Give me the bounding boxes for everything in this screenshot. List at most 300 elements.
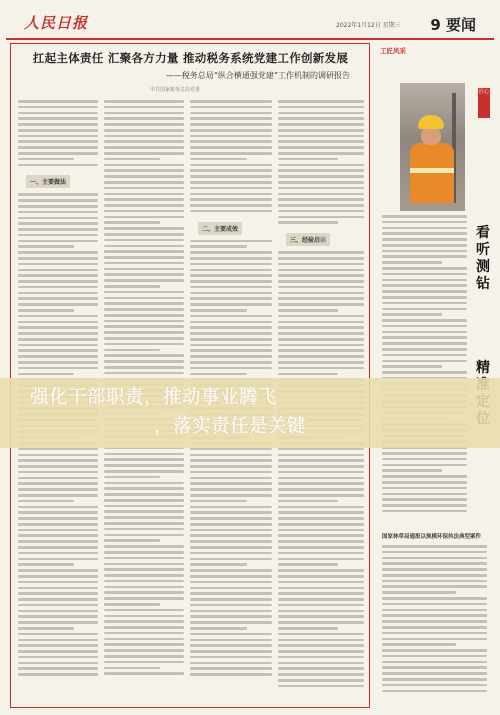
text-line [18,135,98,138]
text-line [382,574,487,577]
text-line [278,309,338,312]
text-line [18,639,98,642]
text-line [382,452,467,455]
text-line [18,587,98,590]
text-line [382,672,487,675]
text-line [104,221,160,224]
text-line [18,465,98,468]
text-line [104,158,160,161]
text-line [190,269,272,272]
text-line [104,586,184,589]
text-line [18,234,98,237]
text-line [278,592,364,595]
text-line [18,228,98,231]
reflective-stripe-shape [410,168,454,173]
text-line [190,488,272,491]
text-line [104,331,184,334]
text-line [382,568,487,571]
text-line [104,522,184,525]
text-line [18,494,98,497]
text-line [104,117,184,120]
section-heading: 一、主要做法 [26,175,70,188]
text-line [278,615,364,618]
text-line [18,321,98,324]
text-line [382,273,467,276]
text-line [104,482,184,485]
text-line [278,117,364,120]
text-line [104,487,184,490]
text-line [278,569,364,572]
article-headline: 扛起主体责任 汇聚各方力量 推动税务系统党建工作创新发展 [32,51,349,65]
text-line [18,286,98,289]
text-line [382,255,467,258]
text-line [382,308,467,311]
text-line [382,487,467,490]
sidebar-tag: 匠心 [478,88,490,118]
text-line [190,361,272,364]
text-line [278,546,364,549]
text-line [190,164,272,167]
text-line [190,534,272,537]
text-line [278,540,364,543]
text-line [278,448,364,451]
text-line [18,627,74,630]
text-line [382,284,467,287]
text-line [18,656,98,659]
text-line [18,523,98,526]
text-line [278,164,364,167]
text-line [382,296,467,299]
text-line [382,638,487,641]
text-line [382,250,467,253]
text-line [278,106,364,109]
text-line [278,627,338,630]
text-line [190,610,272,613]
text-line [18,563,74,566]
text-line [278,662,364,665]
text-line [382,585,487,588]
text-line [278,482,364,485]
text-line [18,292,98,295]
text-line [278,303,364,306]
text-line [104,181,184,184]
text-line [382,591,456,594]
text-line [190,627,247,630]
text-line [278,344,364,347]
text-line [104,297,184,300]
text-line [18,123,98,126]
text-line [190,592,272,595]
text-line [18,667,98,670]
text-line [104,245,184,248]
text-line [18,240,98,243]
text-line [190,373,247,376]
text-line [278,140,364,143]
worker-face-shape [421,127,441,145]
text-line [18,534,98,537]
text-line [382,261,442,264]
text-line [190,309,247,312]
text-line [18,615,98,618]
text-line [278,332,364,335]
text-line [104,620,184,623]
text-line [190,355,272,358]
text-line [190,587,272,590]
text-line [18,274,98,277]
text-line [382,661,487,664]
text-line [278,158,338,161]
text-line [382,313,442,316]
text-line [104,198,184,201]
text-line [104,152,184,155]
text-line [278,563,338,566]
text-line [382,609,487,612]
text-line [382,643,456,646]
text-line [104,470,184,473]
text-line [18,477,98,480]
text-line [190,210,272,213]
text-line [104,325,184,328]
text-line [382,498,467,501]
text-line [278,679,364,682]
text-line [278,292,364,295]
text-line [278,500,338,503]
text-line [278,269,364,272]
text-line [382,267,467,270]
text-line [104,193,184,196]
text-line [18,269,98,272]
text-line [278,581,364,584]
text-line [104,291,184,294]
text-line [190,146,272,149]
text-line [18,488,98,491]
text-line [104,476,160,479]
text-line [190,193,272,196]
text-line [190,581,272,584]
text-line [104,545,184,548]
text-line [18,297,98,300]
text-line [104,510,184,513]
text-line [382,342,467,345]
sidebar-vertical-title-2: 精 [476,360,490,376]
text-line [104,100,184,103]
text-line [190,240,272,243]
text-line [382,632,487,635]
text-line [18,610,98,613]
text-line [104,279,184,282]
text-line [18,540,98,543]
text-line [190,117,272,120]
text-line [104,528,184,531]
text-line [278,263,364,266]
text-line [382,232,467,235]
text-line [18,112,98,115]
text-line [190,563,247,566]
text-line [190,673,272,676]
text-line [190,644,272,647]
text-line [190,662,272,665]
text-line [190,523,272,526]
text-line [104,129,184,132]
text-line [382,244,467,247]
sidebar-column-title: 工匠风采 [380,47,406,55]
text-line [18,263,98,266]
text-line [190,598,272,601]
text-line [190,494,272,497]
text-line [382,504,467,507]
article-subhead: ——税务总局“纵合横通强党建”工作机制的调研报告 [165,71,350,80]
text-line [382,597,487,600]
text-line [18,673,98,676]
text-line [190,280,272,283]
text-line [278,100,364,103]
text-line [190,552,272,555]
text-line [18,193,98,196]
text-line [278,685,364,688]
text-line [278,221,338,224]
text-line [190,257,272,260]
text-line [278,361,364,364]
text-line [104,458,184,461]
text-line [382,580,487,583]
text-line [104,568,184,571]
text-line [382,510,467,513]
text-line [382,678,487,681]
text-line [190,621,272,624]
text-line [18,506,98,509]
text-line [278,152,364,155]
text-line [278,673,364,676]
text-line [190,529,272,532]
text-line [190,326,272,329]
text-line [190,303,272,306]
text-line [190,112,272,115]
text-line [104,464,184,467]
text-line [190,465,272,468]
text-line [278,465,364,468]
text-line [278,471,364,474]
sidebar-vertical-title: 看听测钻 [476,225,490,292]
text-line [278,123,364,126]
text-line [278,529,364,532]
text-line [104,146,184,149]
text-line [278,644,364,647]
text-line [278,621,364,624]
text-line [278,193,364,196]
text-line [278,187,364,190]
text-line [18,257,98,260]
text-line [190,506,272,509]
text-line [190,175,272,178]
text-line [190,123,272,126]
text-line [278,367,364,370]
text-line [382,469,442,472]
text-line [190,106,272,109]
text-line [18,517,98,520]
text-line [190,454,272,457]
text-line [278,326,364,329]
text-line [190,569,272,572]
text-line [278,650,364,653]
text-line [18,598,98,601]
text-line [190,129,272,132]
text-line [104,308,184,311]
text-line [382,690,487,693]
text-line [18,459,98,462]
section-heading: 二、主要成效 [198,222,242,235]
text-line [190,656,272,659]
text-line [104,106,184,109]
text-line [382,360,467,363]
text-line [104,667,160,670]
text-line [382,319,467,322]
text-line [190,332,272,335]
text-line [190,181,272,184]
text-line [18,100,98,103]
text-line [104,672,184,675]
text-line [190,338,272,341]
text-line [18,471,98,474]
text-line [278,604,364,607]
text-line [18,349,98,352]
text-line [278,169,364,172]
text-line [18,575,98,578]
text-line [104,273,184,276]
text-line [104,632,184,635]
text-line [278,598,364,601]
text-line [18,621,98,624]
text-line [278,534,364,537]
text-line [190,315,272,318]
helmet-icon [418,115,444,129]
text-line [278,257,364,260]
text-line [278,558,364,561]
text-line [18,546,98,549]
text-line [104,337,184,340]
sidebar-bottom-title: 国家林草局通报以规模环保执法典型案件 [382,534,482,540]
worker-photo [400,83,465,211]
text-line [278,175,364,178]
text-line [104,262,184,265]
text-line [190,245,247,248]
text-line [18,211,98,214]
text-line [104,591,184,594]
text-line [104,349,160,352]
text-line [278,349,364,352]
text-line [190,448,272,451]
text-line [104,453,184,456]
text-line [104,233,184,236]
text-line [18,482,98,485]
text-line [190,667,272,670]
text-line [18,158,74,161]
text-line [382,365,442,368]
text-line [278,575,364,578]
text-line [18,633,98,636]
text-line [18,106,98,109]
text-line [278,297,364,300]
text-line [18,332,98,335]
text-line [104,366,184,369]
text-line [190,639,272,642]
text-line [382,279,467,282]
text-line [190,517,272,520]
text-line [278,135,364,138]
text-line [104,493,184,496]
text-line [190,540,272,543]
text-line [190,297,272,300]
text-line [104,285,160,288]
text-line [190,286,272,289]
text-line [190,135,272,138]
text-line [382,475,467,478]
text-line [18,326,98,329]
text-line [104,505,184,508]
text-line [104,580,184,583]
text-line [278,506,364,509]
text-line [190,251,272,254]
text-line [278,610,364,613]
sidebar-bottom-text [382,545,487,695]
text-line [278,338,364,341]
masthead [6,10,494,40]
caption-line-2: ，落实责任是关键 [154,416,307,437]
text-line [18,361,98,364]
text-line [18,245,74,248]
text-line [18,500,74,503]
text-line [278,373,338,376]
text-line [18,199,98,202]
text-line [18,251,98,254]
text-line [104,539,160,542]
text-line [104,169,184,172]
section-heading: 三、经验启示 [286,233,330,246]
text-line [278,280,364,283]
text-line [18,373,74,376]
text-line [104,302,184,305]
text-line [18,604,98,607]
text-line [382,493,467,496]
text-line [190,169,272,172]
text-line [278,656,364,659]
text-line [382,227,467,230]
text-line [18,280,98,283]
text-line [18,644,98,647]
text-line [190,471,272,474]
text-line [18,217,98,220]
text-line [190,344,272,347]
text-line [190,558,272,561]
text-line [382,481,467,484]
text-line [104,320,184,323]
text-line [104,175,184,178]
text-line [190,482,272,485]
text-line [278,523,364,526]
text-line [104,557,184,560]
worker-body-shape [410,143,454,203]
text-line [382,458,467,461]
text-line [104,638,184,641]
text-line [18,592,98,595]
text-line [18,344,98,347]
text-line [104,314,184,317]
text-line [104,661,184,664]
text-line [278,494,364,497]
text-line [190,158,247,161]
page-badge: 9 要闻 [430,16,476,34]
text-line [104,609,184,612]
text-line [278,204,364,207]
